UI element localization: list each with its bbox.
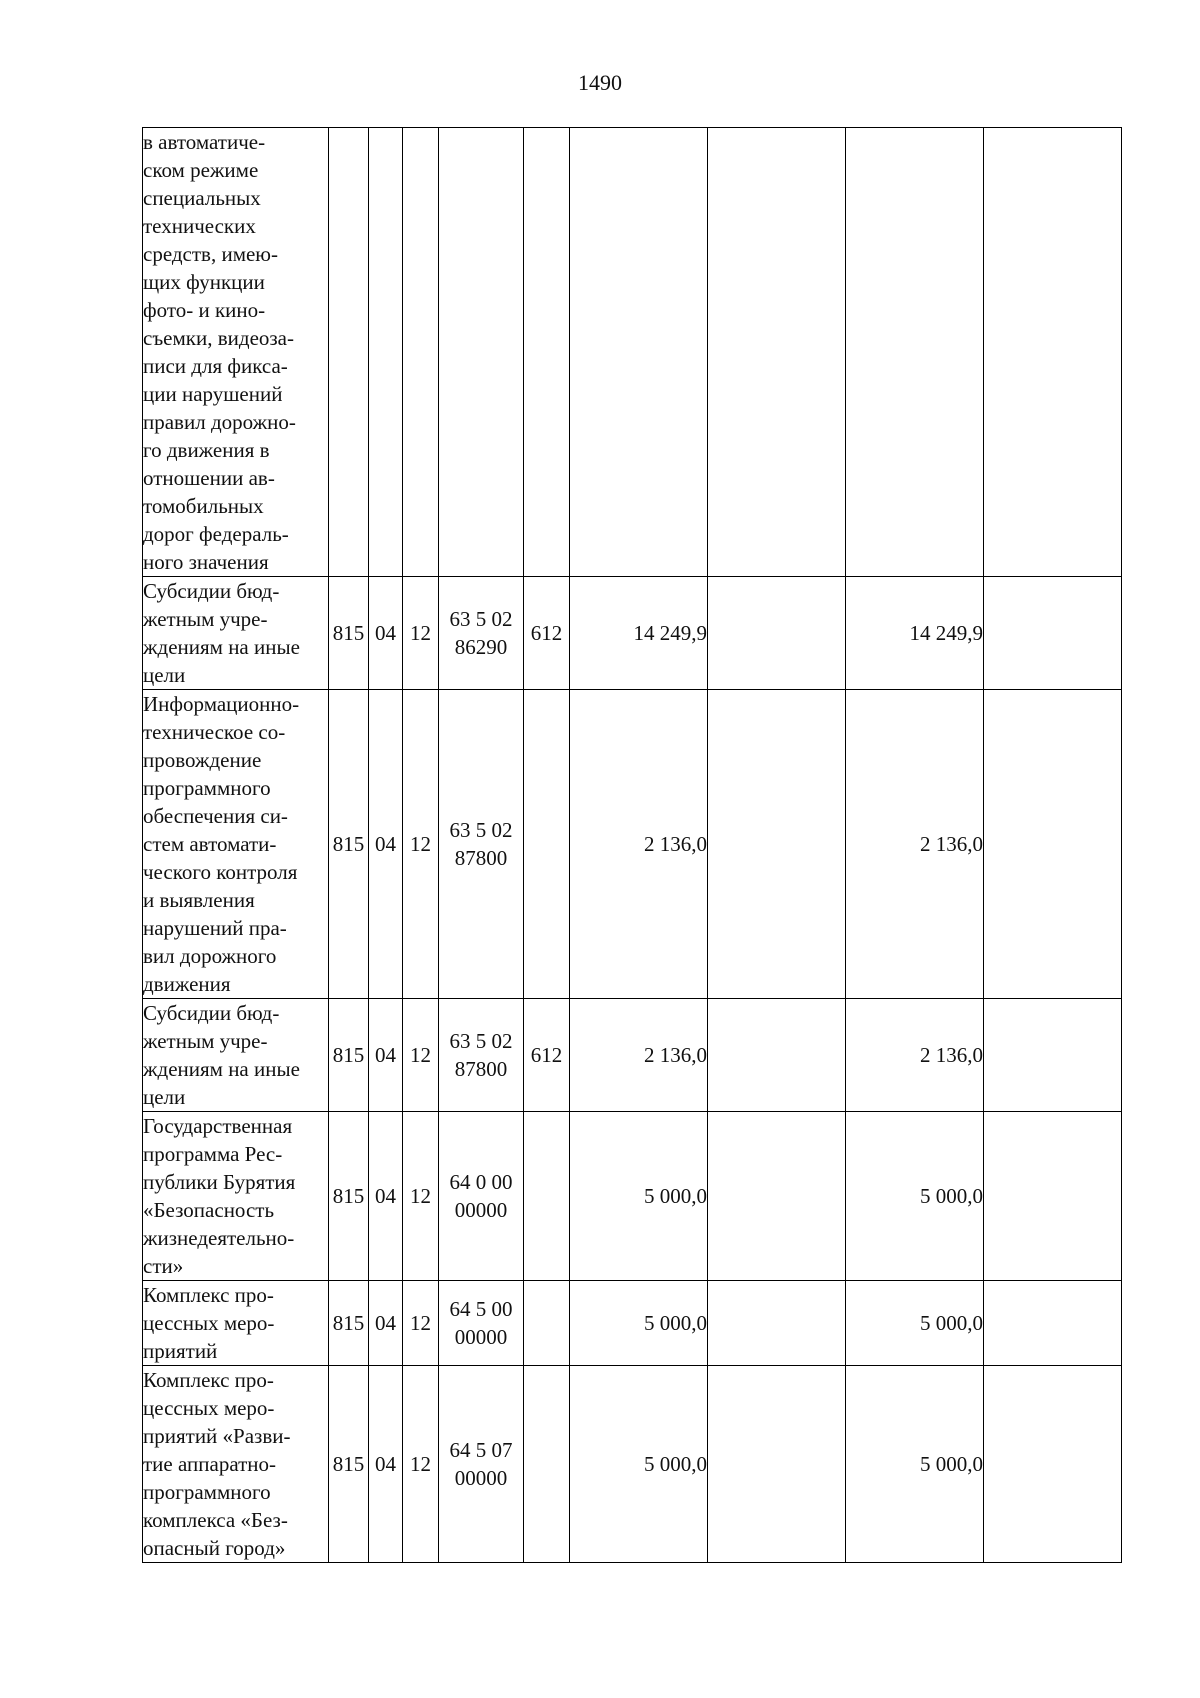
amount-column-4-cell: 5 000,0 [846,1366,984,1563]
row-name-line: обеспечения си- [143,804,288,828]
row-name-line: специальных [143,186,261,210]
row-name-line: комплекса «Без- [143,1508,288,1532]
row-name-line: приятий «Разви- [143,1424,291,1448]
target-article-cell [439,577,524,690]
row-name-line: средств, имею- [143,242,278,266]
budget-table [142,127,1122,1563]
row-name-line: «Безопасность [143,1198,275,1222]
amount-column-5-cell [984,577,1122,690]
row-name-line: цессных меро- [143,1396,275,1420]
expense-type-cell [524,1112,570,1281]
table-row [143,128,1122,577]
expense-type-cell [524,128,570,577]
row-name-line: и выявления [143,888,255,912]
row-name-line: отношении ав- [143,466,275,490]
subsection-cell: 12 [403,1112,439,1281]
row-name-line: съемки, видеоза- [143,326,294,350]
grbs-cell: 815 [329,690,369,999]
row-name-line: ческого контроля [143,860,298,884]
row-name-line: программного [143,1480,271,1504]
table-row [143,1366,1122,1563]
target-article-line: 86290 [454,635,508,659]
row-name-line: Субсидии бюд- [143,579,280,603]
row-name-line: Информационно- [143,692,300,716]
row-name-line: ждениям на иные [143,635,300,659]
section-cell [369,128,403,577]
amount-column-3-cell [708,1281,846,1366]
amount-column-5-cell [984,690,1122,999]
row-name-line: сти» [143,1254,184,1278]
row-name-line: щих функции [143,270,265,294]
section-cell: 04 [369,1112,403,1281]
grbs-cell: 815 [329,1366,369,1563]
row-name-line: цессных меро- [143,1311,275,1335]
section-cell: 04 [369,1366,403,1563]
page-number: 1490 [578,70,622,95]
amount-column-4-cell: 14 249,9 [846,577,984,690]
amount-column-5-cell [984,1112,1122,1281]
target-article-cell [439,1112,524,1281]
subsection-cell: 12 [403,577,439,690]
row-name-line: ском режиме [143,158,259,182]
grbs-cell: 815 [329,1112,369,1281]
target-article-line: 63 5 02 [449,1029,513,1053]
amount-column-4-cell: 5 000,0 [846,1281,984,1366]
row-name-line: программа Рес- [143,1142,283,1166]
section-cell: 04 [369,577,403,690]
subsection-cell [403,128,439,577]
grbs-cell: 815 [329,1281,369,1366]
amount-cell: 5 000,0 [570,1366,708,1563]
table-row [143,999,1122,1112]
section-cell: 04 [369,999,403,1112]
section-cell: 04 [369,690,403,999]
row-name-line: нарушений пра- [143,916,287,940]
amount-column-3-cell [708,690,846,999]
row-name-cell [143,577,329,690]
target-article-cell [439,999,524,1112]
row-name-line: Комплекс про- [143,1368,274,1392]
table-row [143,577,1122,690]
amount-column-5-cell [984,128,1122,577]
row-name-line: техническое со- [143,720,286,744]
amount-column-3-cell [708,128,846,577]
amount-cell [570,128,708,577]
target-article-line: 87800 [454,846,508,870]
row-name-line: цели [143,663,186,687]
target-article-line: 64 5 07 [449,1438,513,1462]
amount-column-3-cell [708,999,846,1112]
row-name-line: цели [143,1085,186,1109]
subsection-cell: 12 [403,1281,439,1366]
table-body [143,128,1122,1563]
subsection-cell: 12 [403,1366,439,1563]
row-name-line: дорог федераль- [143,522,289,546]
row-name-line: в автоматиче- [143,130,266,154]
amount-cell: 14 249,9 [570,577,708,690]
row-name-line: стем автомати- [143,832,277,856]
subsection-cell: 12 [403,999,439,1112]
grbs-cell: 815 [329,999,369,1112]
target-article-line: 63 5 02 [449,607,513,631]
table-row [143,1281,1122,1366]
row-name-line: движения [143,972,231,996]
subsection-cell: 12 [403,690,439,999]
row-name-line: тие аппаратно- [143,1452,277,1476]
target-article-cell [439,690,524,999]
row-name-line: фото- и кино- [143,298,266,322]
row-name-line: приятий [143,1339,218,1363]
target-article-line: 00000 [454,1198,508,1222]
row-name-line: провождение [143,748,262,772]
row-name-cell [143,128,329,577]
target-article-cell [439,128,524,577]
row-name-line: Государственная [143,1114,293,1138]
row-name-line: правил дорожно- [143,410,296,434]
amount-column-3-cell [708,577,846,690]
target-article-line: 00000 [454,1466,508,1490]
row-name-line: технических [143,214,256,238]
table-row [143,690,1122,999]
row-name-cell [143,1112,329,1281]
row-name-line: писи для фикса- [143,354,288,378]
amount-column-5-cell [984,1366,1122,1563]
amount-column-4-cell: 5 000,0 [846,1112,984,1281]
target-article-line: 64 5 00 [449,1297,513,1321]
expense-type-cell [524,690,570,999]
amount-column-3-cell [708,1112,846,1281]
grbs-cell: 815 [329,577,369,690]
row-name-cell [143,1281,329,1366]
row-name-cell [143,999,329,1112]
target-article-cell [439,1281,524,1366]
row-name-line: томобильных [143,494,264,518]
row-name-line: жетным учре- [143,1029,268,1053]
row-name-line: го движения в [143,438,270,462]
amount-cell: 5 000,0 [570,1112,708,1281]
amount-cell: 5 000,0 [570,1281,708,1366]
row-name-line: ции нарушений [143,382,283,406]
row-name-line: вил дорожного [143,944,277,968]
row-name-line: опасный город» [143,1536,286,1560]
amount-cell: 2 136,0 [570,690,708,999]
expense-type-cell [524,1366,570,1563]
expense-type-cell: 612 [524,999,570,1112]
row-name-cell [143,690,329,999]
row-name-cell [143,1366,329,1563]
amount-column-5-cell [984,999,1122,1112]
amount-cell: 2 136,0 [570,999,708,1112]
target-article-line: 64 0 00 [449,1170,513,1194]
row-name-line: Комплекс про- [143,1283,274,1307]
target-article-cell [439,1366,524,1563]
section-cell: 04 [369,1281,403,1366]
row-name-line: публики Бурятия [143,1170,296,1194]
target-article-line: 63 5 02 [449,818,513,842]
row-name-line: программного [143,776,271,800]
row-name-line: ждениям на иные [143,1057,300,1081]
amount-column-4-cell [846,128,984,577]
row-name-line: жетным учре- [143,607,268,631]
target-article-line: 00000 [454,1325,508,1349]
amount-column-5-cell [984,1281,1122,1366]
amount-column-4-cell: 2 136,0 [846,999,984,1112]
grbs-cell [329,128,369,577]
expense-type-cell [524,1281,570,1366]
row-name-line: ного значения [143,550,269,574]
expense-type-cell: 612 [524,577,570,690]
row-name-line: Субсидии бюд- [143,1001,280,1025]
table-row [143,1112,1122,1281]
amount-column-3-cell [708,1366,846,1563]
row-name-line: жизнедеятельно- [143,1226,295,1250]
amount-column-4-cell: 2 136,0 [846,690,984,999]
target-article-line: 87800 [454,1057,508,1081]
